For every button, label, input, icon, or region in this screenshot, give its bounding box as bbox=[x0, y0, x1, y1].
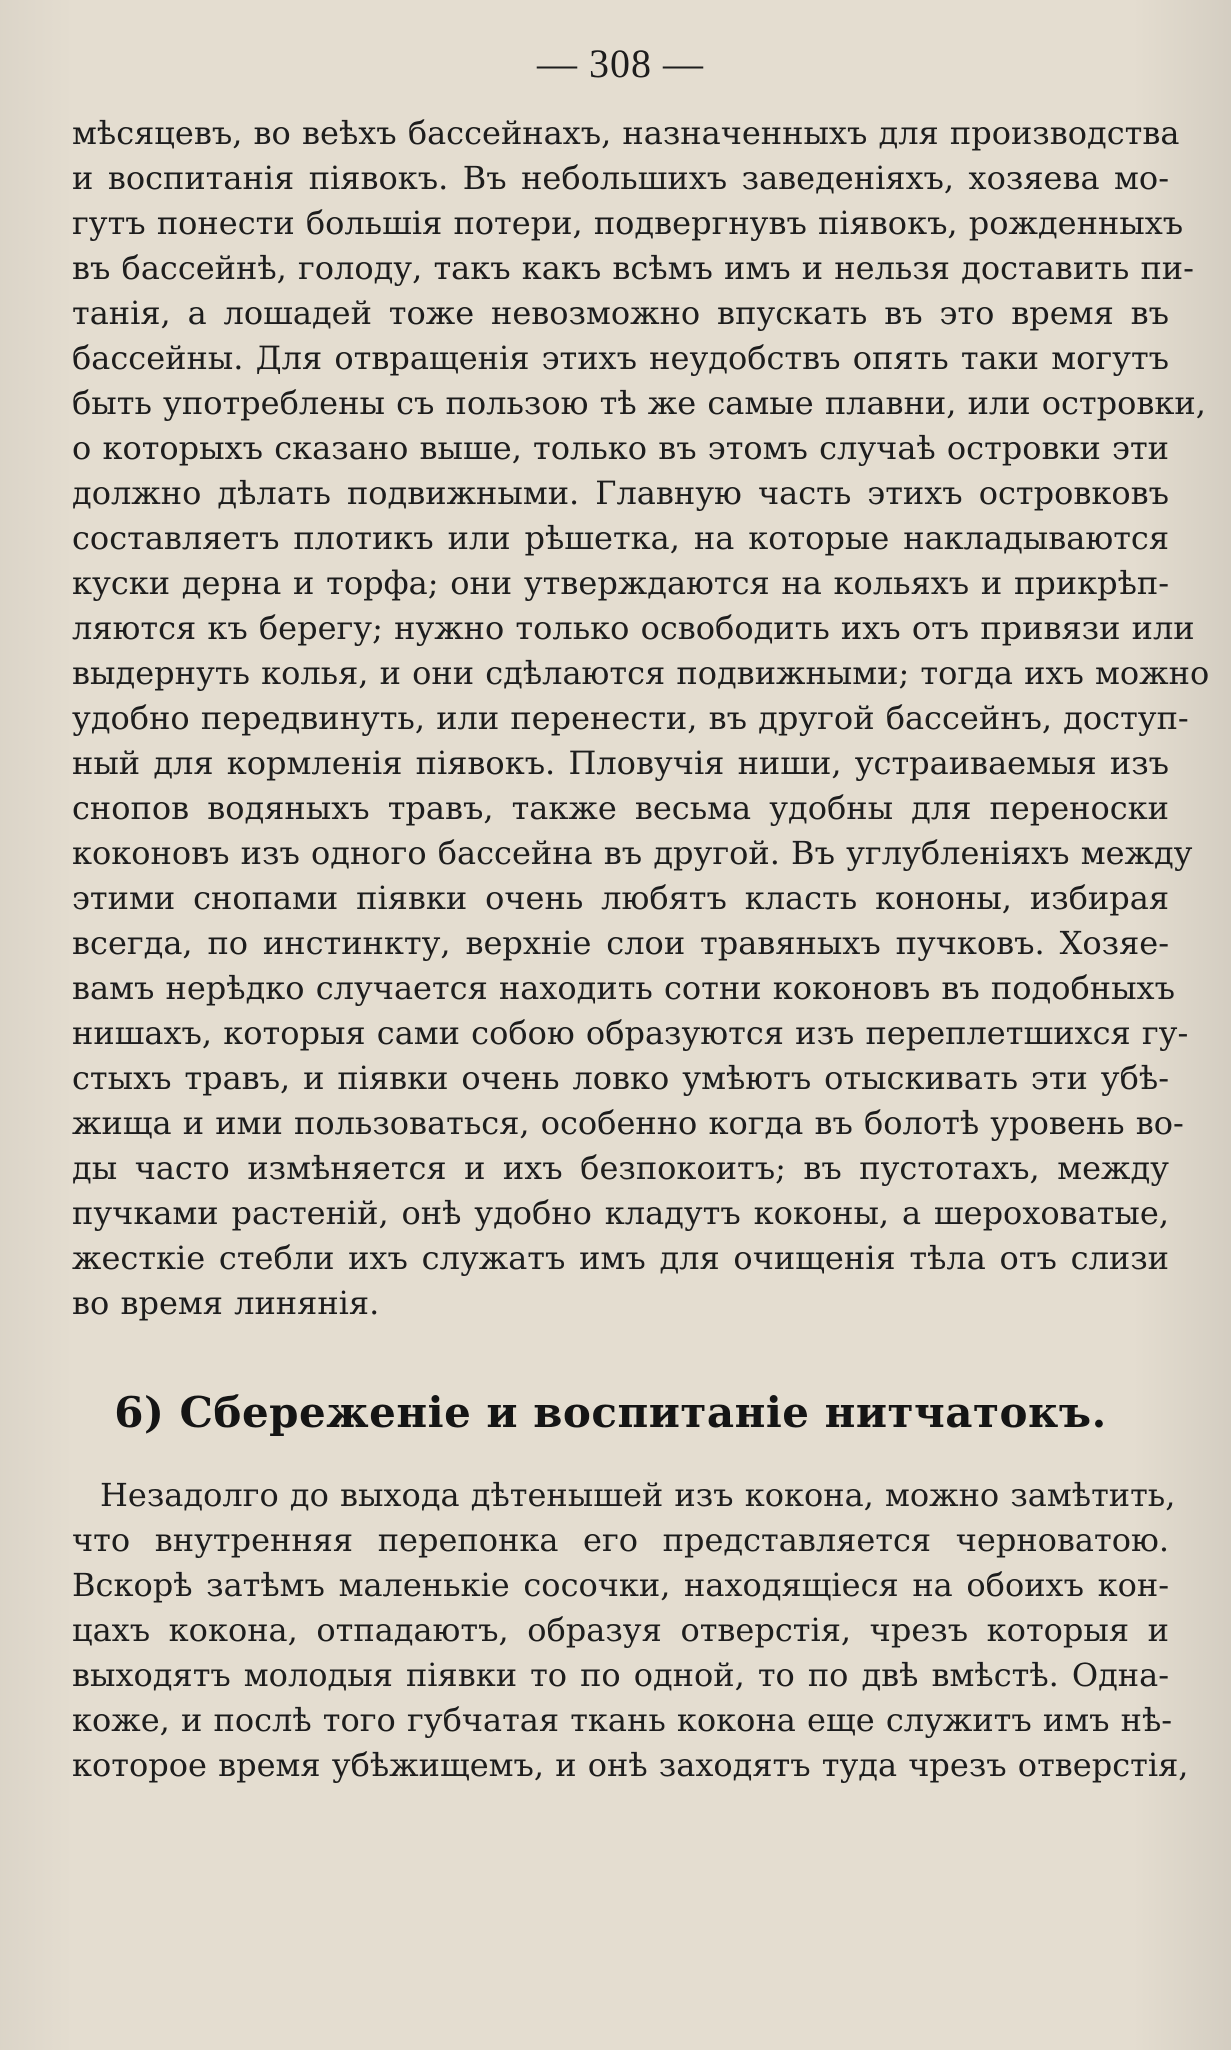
text-line: гутъ понести большія потери, подвергнувъ піявокъ, рожденныхъ bbox=[72, 204, 1184, 242]
text-line: танія, а лошадей тоже невозможно впускать въ это время въ bbox=[72, 294, 1169, 332]
text-line: ный для кормленія піявокъ. Пловучія ниши, устраиваемыя изъ bbox=[72, 744, 1169, 782]
text-line: стыхъ травъ, и піявки очень ловко умѣютъ отыскивать эти убѣ- bbox=[72, 1059, 1169, 1097]
text-line: которое время убѣжищемъ, и онѣ заходятъ туда чрезъ отверстія, bbox=[72, 1746, 1189, 1784]
main-text bbox=[72, 111, 1210, 1788]
text-line: этими снопами піявки очень любятъ класть кононы, избирая bbox=[72, 879, 1169, 917]
text-line: куски дерна и торфа; они утверждаются на кольяхъ и прикрѣп- bbox=[72, 564, 1169, 602]
text-line: въ бассейнѣ, голоду, такъ какъ всѣмъ имъ и нельзя доставить пи- bbox=[72, 249, 1194, 287]
text-line: цахъ кокона, отпадаютъ, образуя отверстія, чрезъ которыя и bbox=[72, 1611, 1169, 1649]
text-line: коже, и послѣ того губчатая ткань кокона еще служитъ имъ нѣ- bbox=[72, 1701, 1173, 1739]
text-line: во время линянія. bbox=[72, 1284, 380, 1322]
section-heading: 6) Сбереженіе и воспитаніе нитчатокъ. bbox=[114, 1388, 1107, 1437]
text-line: составляетъ плотикъ или рѣшетка, на которые накладываются bbox=[72, 519, 1169, 557]
text-line: бассейны. Для отвращенія этихъ неудобствъ опять таки могутъ bbox=[72, 339, 1169, 377]
text-line: и воспитанія піявокъ. Въ небольшихъ заведеніяхъ, хозяева мо- bbox=[72, 159, 1169, 197]
text-line: пучками растеній, онѣ удобно кладутъ коконы, а шероховатые, bbox=[72, 1194, 1169, 1232]
text-line: должно дѣлать подвижными. Главную часть этихъ островковъ bbox=[72, 474, 1169, 512]
text-line: удобно передвинуть, или перенести, въ другой бассейнъ, доступ- bbox=[72, 699, 1189, 737]
text-line: выдернуть колья, и они сдѣлаются подвижными; тогда ихъ можно bbox=[72, 654, 1210, 692]
text-line: выходятъ молодыя піявки то по одной, то по двѣ вмѣстѣ. Одна- bbox=[72, 1656, 1169, 1694]
text-line: о которыхъ сказано выше, только въ этомъ случаѣ островки эти bbox=[72, 429, 1169, 467]
text-line: ды часто измѣняется и ихъ безпокоитъ; въ пустотахъ, между bbox=[72, 1149, 1169, 1187]
text-line: вамъ нерѣдко случается находить сотни коконовъ въ подобныхъ bbox=[72, 969, 1175, 1007]
paragraph-2 bbox=[72, 1473, 1189, 1788]
text-line: жища и ими пользоваться, особенно когда въ болотѣ уровень во- bbox=[72, 1104, 1184, 1142]
text-line: Незадолго до выхода дѣтенышей изъ кокона, можно замѣтить, bbox=[100, 1476, 1176, 1514]
text-line: коконовъ изъ одного бассейна въ другой. Въ углубленіяхъ между bbox=[72, 834, 1193, 872]
text-line: жесткіе стебли ихъ служатъ имъ для очищенія тѣла отъ слизи bbox=[72, 1239, 1169, 1277]
page-number: — 308 — bbox=[537, 41, 704, 86]
text-line: снопов водяныхъ травъ, также весьма удобны для переноски bbox=[72, 789, 1169, 827]
text-line: мѣсяцевъ, во веѣхъ бассейнахъ, назначенныхъ для производства bbox=[72, 114, 1180, 152]
text-line: ляются къ берегу; нужно только освободить ихъ отъ привязи или bbox=[72, 609, 1195, 647]
text-line: быть употреблены съ пользою тѣ же самые плавни, или островки, bbox=[72, 384, 1206, 422]
text-line: всегда, по инстинкту, верхніе слои травяныхъ пучковъ. Хозяе- bbox=[72, 924, 1169, 962]
text-line: нишахъ, которыя сами собою образуются изъ переплетшихся гу- bbox=[72, 1014, 1189, 1052]
text-line: Вскорѣ затѣмъ маленькіе сосочки, находящіеся на обоихъ кон- bbox=[72, 1566, 1169, 1604]
text-line: что внутренняя перепонка его представляется черноватою. bbox=[72, 1521, 1169, 1559]
paragraph-1 bbox=[72, 111, 1210, 1326]
